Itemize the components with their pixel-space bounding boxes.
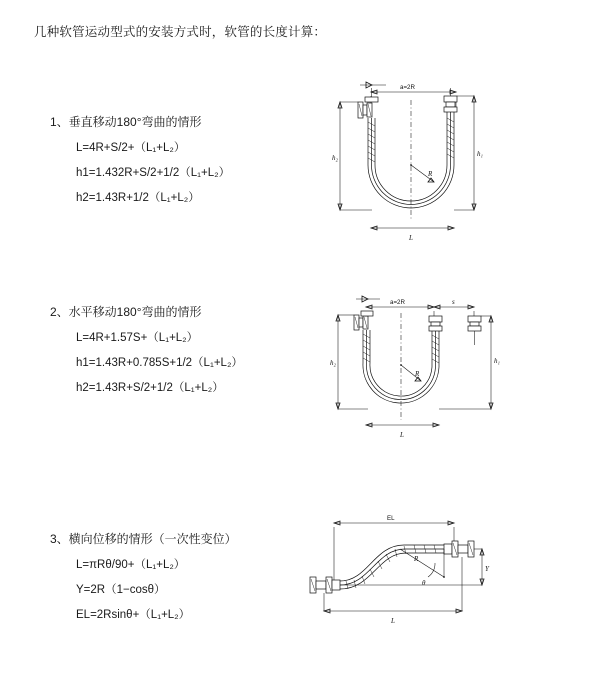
figure3-label-L: L	[391, 617, 395, 625]
figure-case-3	[296, 505, 496, 645]
case-3-block	[50, 530, 237, 631]
figure2-label-s: s	[452, 298, 455, 306]
figure3-label-theta: θ	[422, 579, 426, 587]
case-1-formula-3: h2=1.43R+1/2（L₁+L₂）	[76, 192, 200, 204]
case-2-formula-2: h1=1.43R+0.785S+1/2（L₁+L₂）	[76, 357, 243, 369]
case-2-block	[50, 303, 243, 404]
case-2-formula-1: L=4R+1.57S+（L₁+L₂）	[76, 332, 199, 344]
case-1-title: 1、垂直移动180°弯曲的情形	[50, 115, 202, 129]
figure3-label-radius: R	[414, 555, 419, 563]
figure-case-2	[316, 285, 501, 455]
case-2-formula-3: h2=1.43R+S/2+1/2（L₁+L₂）	[76, 382, 224, 394]
case-1-block	[50, 113, 230, 214]
case-3-title: 3、横向位移的情形（一次性变位）	[50, 532, 237, 546]
intro-text: 几种软管运动型式的安装方式时，软管的长度计算：	[34, 25, 327, 39]
case-3-formula-3: EL=2Rsinθ+（L₁+L₂）	[76, 609, 191, 621]
figure2-label-radius: R	[415, 370, 420, 378]
figure-case-1	[316, 70, 496, 260]
figure2-label-h1: h₁	[494, 357, 500, 365]
figure1-label-radius: R	[428, 170, 433, 178]
case-1-formula-2: h1=1.432R+S/2+1/2（L₁+L₂）	[76, 167, 231, 179]
figure2-label-h2: h₂	[330, 359, 336, 367]
figure1-label-h2: h₂	[332, 154, 338, 162]
figure1-label-L: L	[409, 234, 413, 242]
figure1-label-h1: h₁	[477, 150, 483, 158]
case-1-formula-1: L=4R+S/2+（L₁+L₂）	[76, 142, 186, 154]
case-3-formula-1: L=πRθ/90+（L₁+L₂）	[76, 559, 186, 571]
case-3-formula-2: Y=2R（1−cosθ）	[76, 584, 166, 596]
case-2-title: 2、水平移动180°弯曲的情形	[50, 305, 202, 319]
figure2-label-L: L	[400, 431, 404, 439]
figure1-label-top: a=2R	[400, 84, 415, 91]
figure3-label-el: EL	[387, 515, 395, 522]
figure2-label-top: a=2R	[390, 299, 405, 306]
figure3-label-y: Y	[485, 565, 489, 573]
